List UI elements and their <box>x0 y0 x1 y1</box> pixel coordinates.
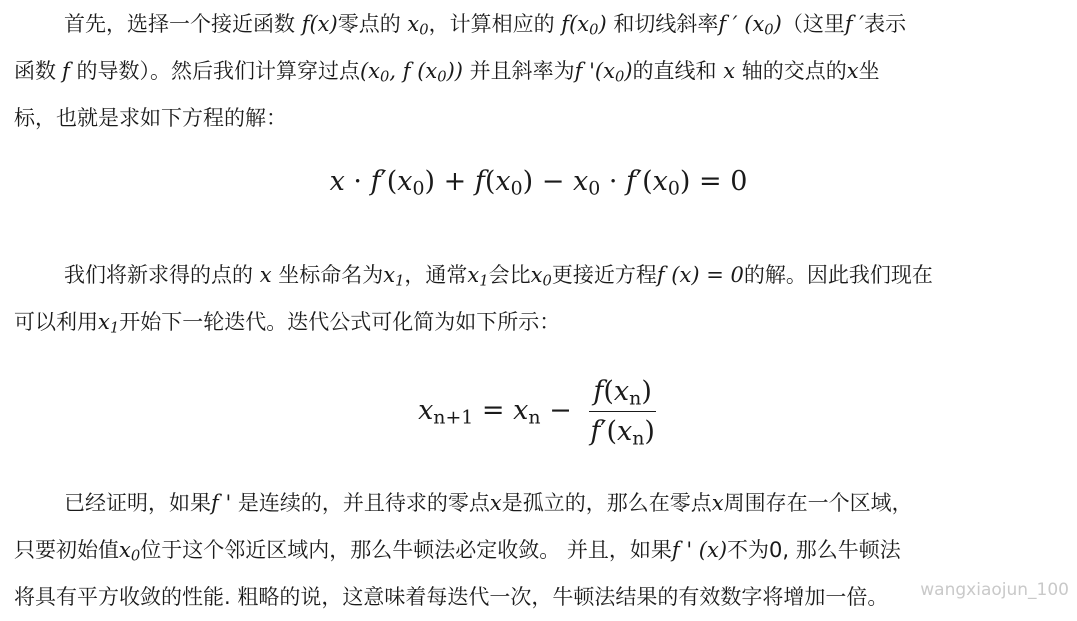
equation-2: $x_{n+1} = x_n$ − $\frac{f(x_n)}{f'(x_n)}$ <box>0 376 1077 447</box>
text: 已经证明，如果 <box>64 491 211 515</box>
text: 坐 <box>858 59 880 83</box>
equation-1: $x \cdot f'(x_0) + f(x_0) - x_0 \cdot f'(x_0) = 0$ <box>329 166 748 200</box>
math-f: f <box>62 59 70 83</box>
text: ，通常 <box>404 263 468 287</box>
text: 坐标命名为 <box>271 263 384 287</box>
fraction: $\frac{f(x_n)}{f'(x_n)}$ <box>590 376 655 450</box>
text: 是连续的，并且待求的零点 <box>231 491 490 515</box>
text: 周围存在一个区域， <box>723 491 913 515</box>
text: ，计算相应的 <box>428 12 562 36</box>
text: 和切线斜率 <box>606 12 719 36</box>
watermark: wangxiaojun_100 <box>920 580 1069 600</box>
math-x0: $x_0$ <box>530 263 552 290</box>
math-x1: $x_1$ <box>383 263 405 290</box>
p3-line-2 <box>14 527 1064 574</box>
text: 的导数）。然后我们计算穿过点 <box>69 59 360 83</box>
text: 的解。因此我们现在 <box>743 263 933 287</box>
paragraph-1 <box>14 1 1064 142</box>
math-x1: $x_1$ <box>467 263 489 290</box>
p1-line-2 <box>14 48 1064 95</box>
math-fprime: f ′ <box>844 12 865 36</box>
p3-line-1 <box>14 480 1064 527</box>
math-fprime-x0-2: f '$(x_0)$ <box>574 59 633 86</box>
text: 零点的 <box>337 12 408 36</box>
text: 将具有平方收敛的性能. 粗略的说，这意味着每迭代一次，牛顿法结果的有效数字将增加一倍。 <box>14 585 889 609</box>
math-x: x <box>489 491 502 515</box>
p2-line-2 <box>14 299 1064 346</box>
p1-line-1 <box>14 1 1064 48</box>
text: 首先，选择一个接近函数 <box>64 12 302 36</box>
text: 可以利用 <box>14 310 98 334</box>
math-fx-eq0: f (x) = 0 <box>656 263 744 287</box>
text: 更接近方程 <box>551 263 657 287</box>
text: 位于这个邻近区域内，那么牛顿法必定收敛。 并且，如果 <box>140 538 672 562</box>
math-fprime: f ' <box>211 491 232 515</box>
paragraph-2 <box>14 252 1064 346</box>
text: 轴的交点的 <box>735 59 847 83</box>
text: 函数 <box>14 59 56 83</box>
math-x: x <box>711 491 724 515</box>
math-x1: $x_1$ <box>98 310 120 337</box>
math-x0: $x_0$ <box>119 538 141 565</box>
text: 标，也就是求如下方程的解： <box>14 106 287 130</box>
math-point: ($x_0$, f $(x_0)$) <box>359 59 463 86</box>
math-x: x <box>723 59 736 83</box>
math-fprime-x: f ' (x) <box>671 538 728 562</box>
math-fprime-x0: f ′ $(x_0)$ <box>718 12 782 39</box>
p1-line-3 <box>14 95 1064 142</box>
text: 我们将新求得的点的 <box>64 263 260 287</box>
text: 并且斜率为 <box>462 59 575 83</box>
text: 开始下一轮迭代。迭代公式可化简为如下所示： <box>119 310 561 334</box>
math-fx: f(x) <box>301 12 338 36</box>
text: 是孤立的，那么在零点 <box>501 491 712 515</box>
text: 的直线和 <box>632 59 724 83</box>
math-x0: $x_0$ <box>407 12 429 39</box>
text: 会比 <box>488 263 531 287</box>
text: （这里 <box>781 12 845 36</box>
paragraph-3 <box>14 480 1064 621</box>
text: 只要初始值 <box>14 538 119 562</box>
math-fx0: $f(x_0)$ <box>561 12 607 39</box>
text: 表示 <box>864 12 907 36</box>
math-x: x <box>259 263 272 287</box>
math-x: x <box>846 59 859 83</box>
p2-line-1 <box>14 252 1064 299</box>
p3-line-3 <box>14 574 1064 621</box>
text: 不为0, 那么牛顿法 <box>727 538 901 562</box>
